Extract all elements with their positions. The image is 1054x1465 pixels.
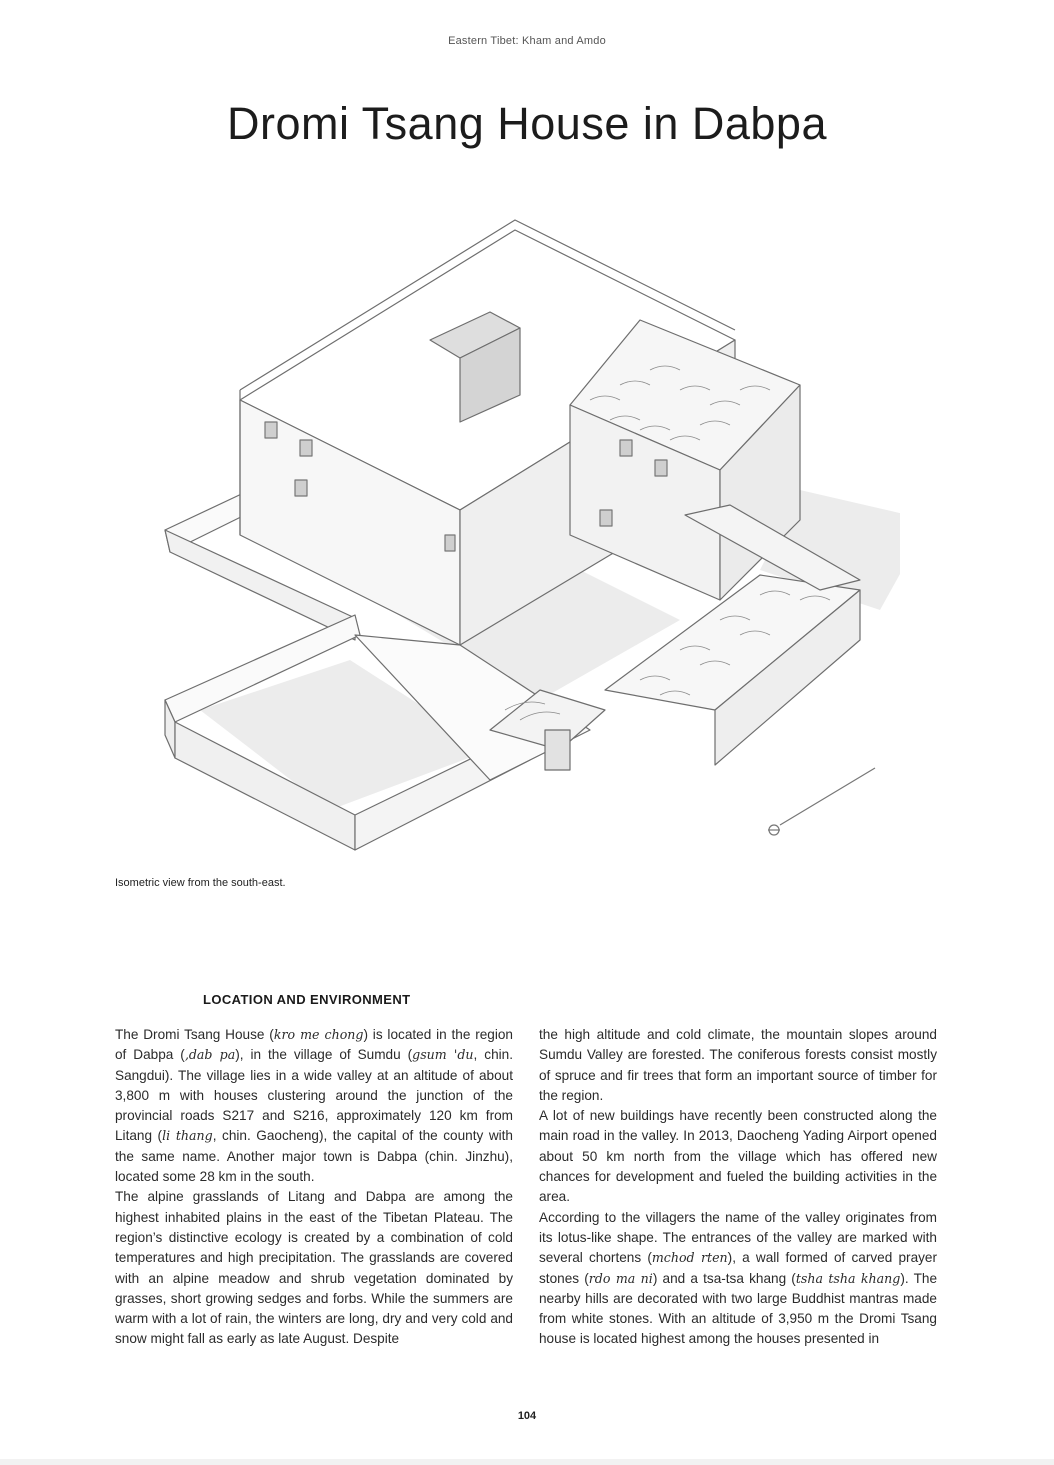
paragraph: According to the villagers the name of the valley originates from its lotus-like shape. The entrances of the valley are marked with several chortens (mchod rten), a wall formed of carved prayer stones (rdo ma ni) and a tsa-tsa khang (tsha tsha khang). The nearby hills are decorated with two large Buddhist mantras made from white stones. With an altitude of 3,950 m the Dromi Tsang house is located highest among the houses presented in (539, 1209, 938, 1347)
section-heading: LOCATION AND ENVIRONMENT (203, 992, 411, 1007)
body-column-left (115, 1025, 513, 1350)
paragraph: A lot of new buildings have recently been constructed along the main road in the valley. In 2013, Daocheng Yading Airport opened about 50 km north from the village which has offered new chances for development and fueled the building activities in the area. (539, 1108, 937, 1205)
figure-caption: Isometric view from the south-east. (115, 877, 286, 889)
body-column-right (539, 1025, 937, 1350)
page-number: 104 (517, 1410, 537, 1422)
isometric-house-drawing (160, 190, 900, 870)
paragraph: the high altitude and cold climate, the mountain slopes around Sumdu Valley are forested. The coniferous forests consist mostly of spruce and fir trees that form an important source of timber for the region. (539, 1027, 937, 1103)
page-bottom-edge (0, 1459, 1054, 1465)
running-header: Eastern Tibet: Kham and Amdo (448, 35, 606, 47)
page-title: Dromi Tsang House in Dabpa (227, 98, 827, 149)
paragraph: The alpine grasslands of Litang and Dabpa are among the highest inhabited plains in the east of the Tibetan Plateau. The region’s distinctive ecology is created by a combination of cold temperatures and high precipitation. The grasslands are covered with an alpine meadow and shrub vegetation dominated by grasses, short growing sedges and forbs. While the summers are warm with a lot of rain, the winters are long, dry and very cold and snow might fall as early as late August. Despite (115, 1189, 513, 1347)
paragraph: The Dromi Tsang House (kro me chong) is located in the region of Dabpa (‚dab pa), in the village of Sumdu (gsum 'du, chin. Sangdui). The village lies in a wide valley at an altitude of about 3,800 m with houses clustering around the junction of the provincial roads S217 and S216, approximately 120 km from Litang (li thang, chin. Gaocheng), the capital of the county with the same name. Another major town is Dabpa (chin. Jinzhu), located some 28 km in the south. (115, 1027, 513, 1185)
